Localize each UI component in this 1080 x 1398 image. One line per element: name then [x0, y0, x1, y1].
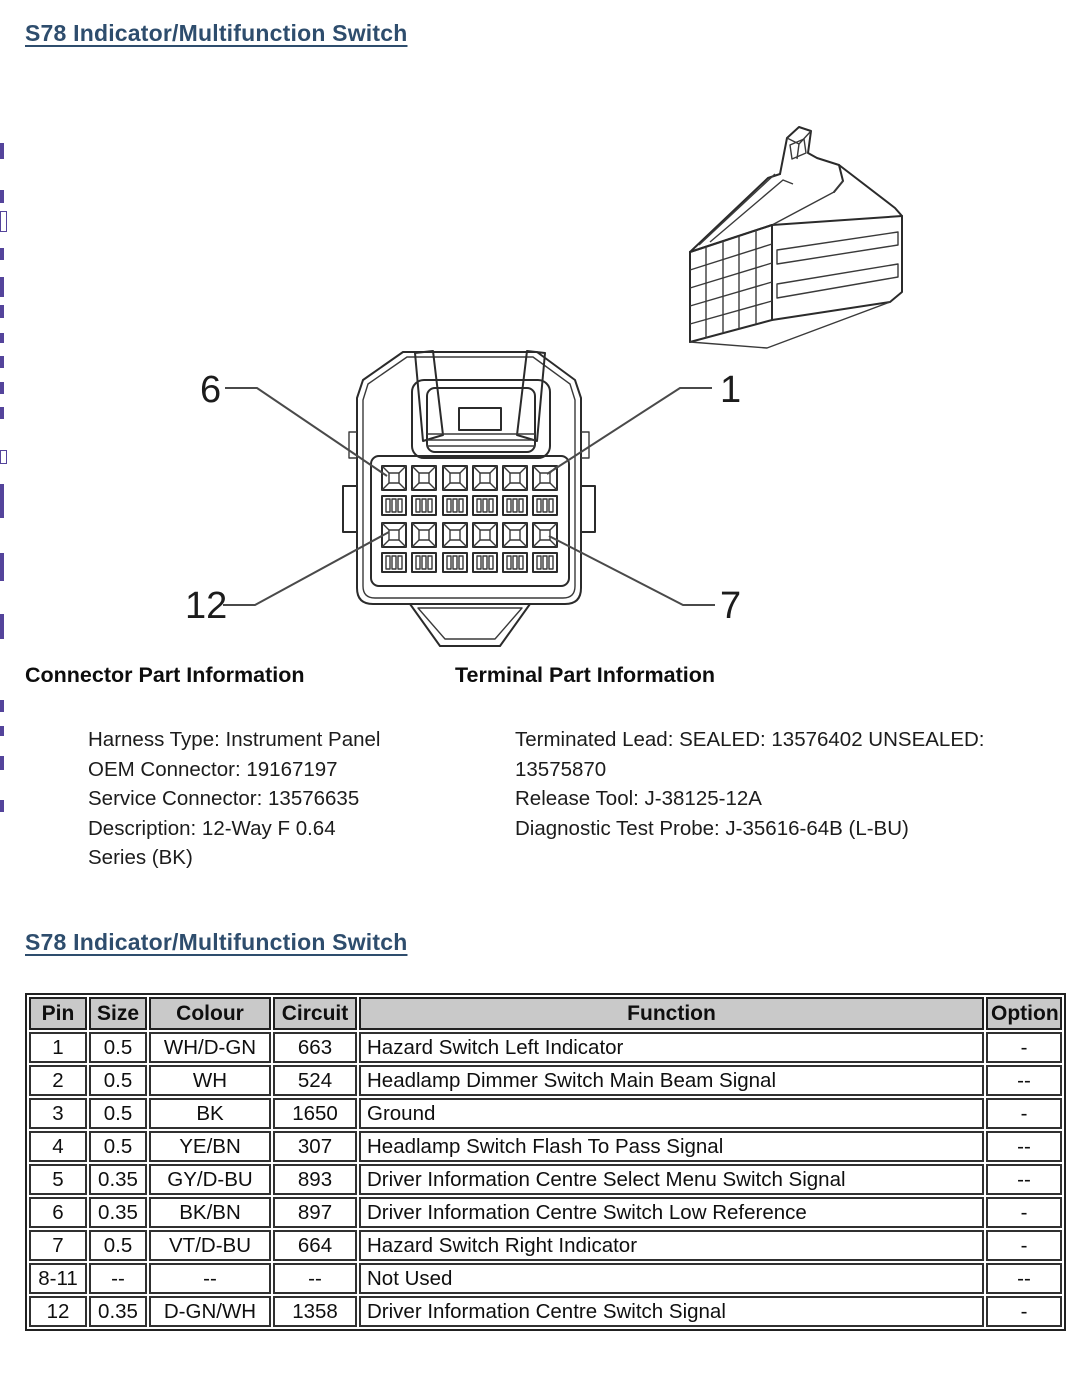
cell-circuit: 897 — [273, 1197, 357, 1228]
leader-line-pin12 — [223, 532, 389, 605]
cell-circuit: 664 — [273, 1230, 357, 1261]
cell-colour: YE/BN — [149, 1131, 271, 1162]
table-row — [29, 1032, 1062, 1063]
cell-size: 0.5 — [89, 1230, 147, 1261]
cell-colour: WH — [149, 1065, 271, 1096]
cell-function: Hazard Switch Right Indicator — [359, 1230, 984, 1261]
cell-size: 0.35 — [89, 1296, 147, 1327]
column-header-function: Function — [359, 997, 984, 1030]
cell-circuit: 1650 — [273, 1098, 357, 1129]
clipped-link-fragment[interactable] — [0, 211, 7, 232]
table-row — [29, 1164, 1062, 1195]
terminal-part-info-block — [515, 725, 985, 843]
leader-line-pin1 — [547, 388, 712, 474]
clipped-link-fragment[interactable] — [0, 305, 4, 318]
connector-part-info-heading: Connector Part Information — [25, 663, 305, 687]
pin-label-7: 7 — [720, 585, 742, 627]
clipped-link-fragment[interactable] — [0, 356, 4, 368]
info-line: Diagnostic Test Probe: J-35616-64B (L-BU) — [515, 816, 909, 840]
pinout-table-title[interactable]: S78 Indicator/Multifunction Switch — [25, 929, 408, 955]
pin-label-1: 1 — [720, 369, 742, 411]
clipped-link-fragment[interactable] — [0, 450, 7, 464]
connector-isometric-drawing — [655, 112, 925, 352]
info-line: Service Connector: 13576635 — [88, 787, 360, 811]
cell-function: Ground — [359, 1098, 984, 1129]
cell-colour: D-GN/WH — [149, 1296, 271, 1327]
cell-option: - — [986, 1197, 1062, 1228]
cell-option: - — [986, 1296, 1062, 1327]
info-line: Release Tool: J-38125-12A — [515, 787, 762, 811]
info-line: Terminated Lead: SEALED: 13576402 UNSEALED: — [515, 728, 985, 751]
cell-pin: 5 — [29, 1164, 87, 1195]
cell-circuit: 663 — [273, 1032, 357, 1063]
pin-label-12: 12 — [185, 585, 228, 627]
cell-function: Hazard Switch Left Indicator — [359, 1032, 984, 1063]
cell-pin: 3 — [29, 1098, 87, 1129]
table-row — [29, 1098, 1062, 1129]
cell-colour: -- — [149, 1263, 271, 1294]
table-row — [29, 1263, 1062, 1294]
cell-size: 0.5 — [89, 1065, 147, 1096]
pinout-table-body — [29, 1032, 1062, 1327]
cell-colour: GY/D-BU — [149, 1164, 271, 1195]
cell-function: Not Used — [359, 1263, 984, 1294]
cell-pin: 12 — [29, 1296, 87, 1327]
cell-circuit: 1358 — [273, 1296, 357, 1327]
cell-size: 0.5 — [89, 1032, 147, 1063]
clipped-link-fragment[interactable] — [0, 248, 4, 260]
cell-circuit: 307 — [273, 1131, 357, 1162]
clipped-link-fragment[interactable] — [0, 382, 4, 394]
cell-colour: BK — [149, 1098, 271, 1129]
clipped-link-fragment[interactable] — [0, 190, 4, 203]
cell-option: -- — [986, 1065, 1062, 1096]
cell-pin: 1 — [29, 1032, 87, 1063]
cell-colour: BK/BN — [149, 1197, 271, 1228]
leader-line-pin7 — [549, 536, 715, 605]
table-row — [29, 1197, 1062, 1228]
table-row — [29, 1065, 1062, 1096]
cell-pin: 7 — [29, 1230, 87, 1261]
cell-colour: WH/D-GN — [149, 1032, 271, 1063]
cell-option: -- — [986, 1164, 1062, 1195]
info-line: OEM Connector: 19167197 — [88, 757, 338, 781]
table-row — [29, 1230, 1062, 1261]
clipped-link-fragment[interactable] — [0, 407, 4, 419]
clipped-link-fragment[interactable] — [0, 614, 4, 639]
cell-function: Headlamp Switch Flash To Pass Signal — [359, 1131, 984, 1162]
clipped-link-fragment[interactable] — [0, 143, 4, 159]
pinout-table — [25, 993, 1066, 1331]
cell-option: -- — [986, 1131, 1062, 1162]
cell-pin: 6 — [29, 1197, 87, 1228]
cell-size: 0.5 — [89, 1098, 147, 1129]
cell-size: 0.35 — [89, 1164, 147, 1195]
column-header-size: Size — [89, 997, 147, 1030]
cell-function: Driver Information Centre Switch Signal — [359, 1296, 984, 1327]
cell-circuit: -- — [273, 1263, 357, 1294]
cell-option: -- — [986, 1263, 1062, 1294]
connector-part-info-block — [88, 725, 380, 873]
clipped-link-fragment[interactable] — [0, 553, 4, 581]
column-header-pin: Pin — [29, 997, 87, 1030]
cell-pin: 2 — [29, 1065, 87, 1096]
cell-function: Driver Information Centre Switch Low Reference — [359, 1197, 984, 1228]
page-title[interactable]: S78 Indicator/Multifunction Switch — [25, 20, 408, 46]
connector-front-view-diagram — [175, 340, 765, 660]
table-row — [29, 1296, 1062, 1327]
cell-circuit: 524 — [273, 1065, 357, 1096]
info-line: 13575870 — [515, 757, 607, 781]
cell-option: - — [986, 1098, 1062, 1129]
clipped-link-fragment[interactable] — [0, 726, 4, 736]
cell-option: - — [986, 1230, 1062, 1261]
info-line: Harness Type: Instrument Panel — [88, 728, 381, 751]
info-line: Series (BK) — [88, 846, 193, 870]
column-header-colour: Colour — [149, 997, 271, 1030]
clipped-link-fragment[interactable] — [0, 484, 4, 518]
clipped-link-fragment[interactable] — [0, 700, 4, 712]
cell-size: -- — [89, 1263, 147, 1294]
cell-option: - — [986, 1032, 1062, 1063]
column-header-circuit: Circuit — [273, 997, 357, 1030]
cell-function: Driver Information Centre Select Menu Switch Signal — [359, 1164, 984, 1195]
clipped-link-fragment[interactable] — [0, 277, 4, 297]
cell-function: Headlamp Dimmer Switch Main Beam Signal — [359, 1065, 984, 1096]
clipped-link-fragment[interactable] — [0, 333, 4, 343]
terminal-part-info-heading: Terminal Part Information — [455, 663, 716, 687]
cell-pin: 4 — [29, 1131, 87, 1162]
cell-colour: VT/D-BU — [149, 1230, 271, 1261]
table-row — [29, 1131, 1062, 1162]
cell-circuit: 893 — [273, 1164, 357, 1195]
pinout-header-row — [29, 997, 1062, 1030]
column-header-option: Option — [986, 997, 1062, 1030]
clipped-link-fragment[interactable] — [0, 756, 4, 770]
clipped-link-fragment[interactable] — [0, 800, 4, 812]
pin-label-6: 6 — [200, 369, 222, 411]
cell-size: 0.5 — [89, 1131, 147, 1162]
cell-size: 0.35 — [89, 1197, 147, 1228]
info-line: Description: 12-Way F 0.64 — [88, 816, 336, 840]
cell-pin: 8-11 — [29, 1263, 87, 1294]
